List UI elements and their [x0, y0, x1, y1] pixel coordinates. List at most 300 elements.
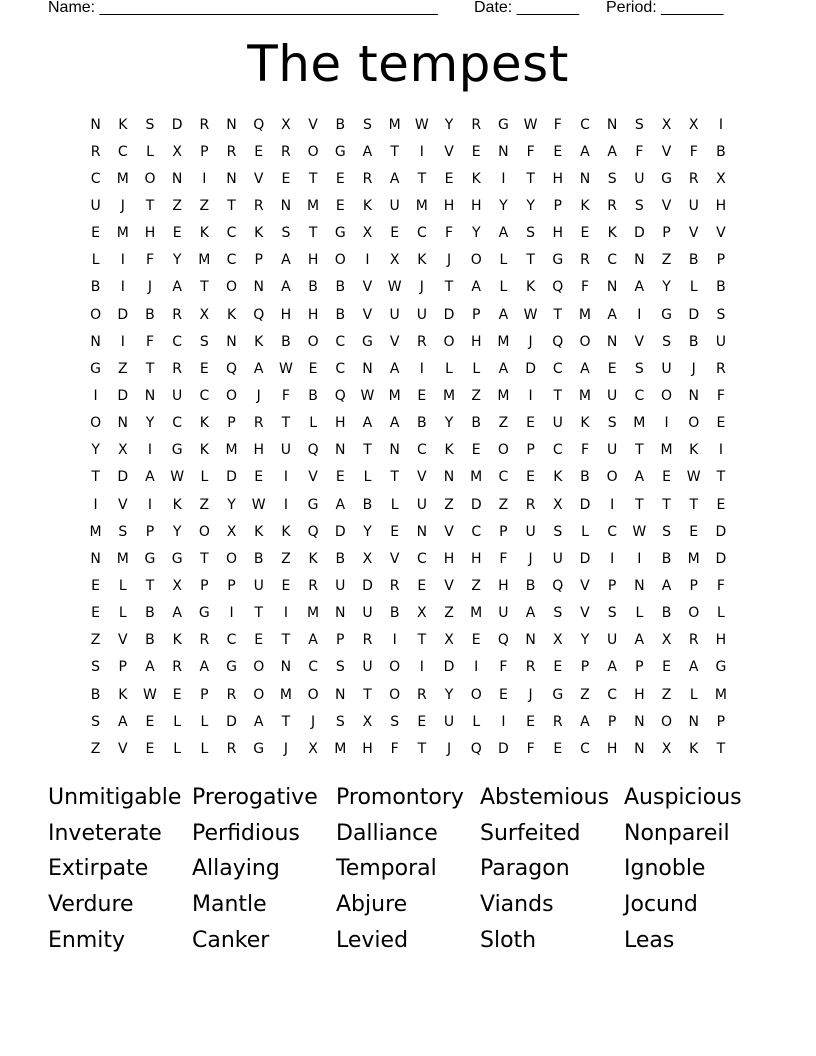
- grid-letter: T: [145, 360, 155, 377]
- grid-letter: E: [254, 143, 264, 160]
- grid-letter: N: [226, 116, 237, 133]
- grid-row: [82, 274, 737, 301]
- grid-letter: X: [444, 632, 454, 649]
- grid-letter: G: [362, 333, 373, 350]
- grid-letter: U: [607, 632, 618, 649]
- word-list-item: Viands: [480, 892, 554, 918]
- grid-letter: C: [580, 740, 590, 757]
- grid-letter: A: [281, 252, 291, 269]
- grid-letter: A: [525, 605, 536, 622]
- grid-letter: C: [199, 387, 210, 404]
- word-list-item: Sloth: [480, 927, 537, 953]
- grid-letter: C: [226, 225, 237, 242]
- grid-letter: Z: [580, 686, 590, 703]
- grid-letter: U: [335, 577, 346, 594]
- grid-letter: A: [580, 713, 590, 730]
- word-list-row: [48, 851, 768, 887]
- grid-letter: M: [198, 252, 211, 269]
- word-list-item: Unmitigable: [48, 785, 182, 811]
- grid-letter: L: [472, 360, 481, 377]
- grid-letter: H: [443, 197, 455, 214]
- word-search-grid: [82, 111, 737, 762]
- grid-letter: O: [226, 550, 238, 567]
- word-list-item: Paragon: [480, 856, 570, 882]
- grid-letter: A: [498, 360, 509, 377]
- grid-letter: P: [607, 713, 617, 730]
- word-list-item: Abjure: [336, 892, 408, 918]
- grid-letter: G: [144, 550, 156, 567]
- student-info-header: [48, 0, 748, 20]
- grid-letter: K: [118, 686, 128, 703]
- grid-letter: O: [307, 686, 319, 703]
- grid-letter: Q: [470, 740, 482, 757]
- grid-letter: G: [253, 740, 265, 757]
- grid-letter: R: [416, 333, 427, 350]
- word-list-item: Prerogative: [192, 785, 318, 811]
- grid-letter: E: [335, 197, 345, 214]
- grid-letter: J: [147, 279, 153, 296]
- grid-letter: B: [90, 279, 101, 296]
- grid-letter: H: [552, 170, 564, 187]
- grid-letter: Y: [444, 415, 454, 432]
- grid-letter: I: [202, 170, 207, 187]
- grid-letter: P: [499, 523, 508, 540]
- grid-letter: D: [525, 360, 536, 377]
- grid-letter: B: [580, 469, 590, 486]
- grid-letter: K: [308, 550, 318, 567]
- grid-letter: A: [634, 632, 645, 649]
- grid-letter: L: [499, 279, 508, 296]
- grid-letter: C: [335, 333, 346, 350]
- grid-letter: I: [283, 469, 288, 486]
- grid-letter: A: [253, 713, 264, 730]
- grid-letter: A: [498, 225, 509, 242]
- grid-letter: V: [444, 523, 454, 540]
- grid-letter: V: [716, 225, 726, 242]
- grid-letter: Q: [226, 360, 238, 377]
- grid-letter: O: [688, 605, 700, 622]
- grid-letter: X: [716, 170, 726, 187]
- grid-letter: B: [335, 306, 346, 323]
- grid-letter: V: [308, 469, 318, 486]
- grid-letter: M: [307, 605, 320, 622]
- grid-letter: T: [145, 197, 155, 214]
- grid-letter: O: [90, 306, 102, 323]
- grid-letter: P: [689, 577, 698, 594]
- grid-letter: Z: [471, 577, 482, 594]
- grid-letter: N: [144, 387, 156, 404]
- grid-letter: P: [471, 306, 481, 323]
- grid-letter: B: [471, 415, 482, 432]
- grid-letter: O: [226, 279, 238, 296]
- grid-letter: H: [470, 550, 482, 567]
- grid-row: [82, 545, 737, 572]
- grid-letter: Y: [363, 523, 372, 540]
- grid-letter: C: [308, 659, 318, 676]
- grid-letter: E: [281, 577, 291, 594]
- grid-letter: M: [470, 469, 483, 486]
- grid-letter: Y: [172, 523, 182, 540]
- grid-letter: C: [226, 252, 237, 269]
- grid-letter: R: [226, 143, 237, 160]
- grid-letter: O: [144, 170, 156, 187]
- grid-letter: N: [171, 170, 183, 187]
- grid-letter: N: [634, 577, 645, 594]
- grid-letter: D: [171, 116, 183, 133]
- grid-letter: T: [227, 197, 236, 214]
- grid-letter: N: [579, 170, 591, 187]
- grid-letter: E: [390, 225, 400, 242]
- grid-letter: B: [308, 387, 318, 404]
- grid-letter: X: [308, 740, 318, 757]
- word-list-item: Temporal: [336, 856, 437, 882]
- grid-letter: E: [417, 387, 427, 404]
- grid-letter: I: [474, 659, 479, 676]
- grid-letter: F: [145, 252, 154, 269]
- grid-letter: K: [118, 116, 128, 133]
- grid-letter: E: [145, 713, 155, 730]
- grid-letter: I: [501, 170, 506, 187]
- grid-letter: I: [120, 333, 125, 350]
- grid-letter: R: [253, 197, 264, 214]
- grid-letter: Y: [227, 496, 236, 513]
- grid-letter: M: [497, 387, 510, 404]
- grid-letter: S: [662, 333, 671, 350]
- grid-letter: T: [281, 632, 291, 649]
- grid-row: [82, 681, 737, 708]
- grid-letter: U: [552, 415, 563, 432]
- grid-letter: K: [444, 442, 454, 459]
- grid-letter: E: [281, 170, 291, 187]
- word-list-item: Levied: [336, 927, 409, 953]
- grid-letter: G: [90, 360, 102, 377]
- grid-letter: Q: [334, 387, 346, 404]
- grid-letter: X: [362, 225, 373, 242]
- grid-letter: U: [253, 577, 264, 594]
- grid-letter: I: [283, 496, 288, 513]
- grid-letter: P: [716, 713, 726, 730]
- grid-letter: Z: [90, 632, 101, 649]
- grid-letter: O: [497, 442, 509, 459]
- grid-letter: P: [227, 577, 236, 594]
- grid-letter: O: [253, 686, 265, 703]
- grid-letter: W: [278, 360, 293, 377]
- grid-letter: C: [498, 469, 509, 486]
- grid-letter: Y: [145, 415, 155, 432]
- grid-letter: Z: [498, 415, 509, 432]
- grid-letter: U: [90, 197, 101, 214]
- grid-letter: S: [607, 415, 617, 432]
- grid-letter: K: [172, 496, 182, 513]
- grid-letter: J: [691, 360, 696, 377]
- grid-letter: K: [607, 225, 617, 242]
- grid-letter: E: [662, 659, 671, 676]
- word-list-row: [48, 816, 768, 852]
- grid-letter: N: [280, 659, 292, 676]
- grid-letter: I: [637, 550, 642, 567]
- word-list-item: Nonpareil: [624, 820, 730, 846]
- grid-letter: U: [280, 442, 292, 459]
- grid-letter: U: [661, 360, 672, 377]
- word-list-item: Inveterate: [48, 820, 162, 846]
- grid-letter: T: [635, 442, 644, 459]
- grid-letter: A: [335, 496, 346, 513]
- grid-letter: X: [362, 550, 373, 567]
- grid-letter: O: [661, 387, 673, 404]
- grid-letter: M: [442, 387, 456, 404]
- grid-letter: E: [498, 686, 508, 703]
- grid-letter: R: [226, 740, 237, 757]
- grid-letter: V: [308, 116, 318, 133]
- grid-letter: S: [607, 605, 617, 622]
- grid-letter: M: [660, 442, 673, 459]
- grid-letter: P: [553, 197, 562, 214]
- grid-letter: R: [253, 415, 264, 432]
- word-list-item: Jocund: [624, 892, 698, 918]
- grid-letter: C: [172, 333, 183, 350]
- word-list-row: [48, 922, 768, 958]
- grid-letter: D: [579, 496, 591, 513]
- grid-letter: C: [335, 360, 346, 377]
- grid-letter: T: [417, 170, 427, 187]
- grid-letter: F: [390, 740, 399, 757]
- grid-letter: X: [389, 252, 400, 269]
- grid-letter: X: [226, 523, 237, 540]
- grid-letter: X: [281, 116, 291, 133]
- grid-letter: B: [335, 550, 346, 567]
- grid-letter: L: [689, 279, 698, 296]
- grid-letter: I: [229, 605, 234, 622]
- grid-letter: N: [90, 333, 101, 350]
- grid-letter: S: [526, 225, 536, 242]
- grid-letter: L: [445, 360, 453, 377]
- grid-letter: A: [281, 279, 291, 296]
- grid-letter: G: [497, 116, 509, 133]
- grid-letter: V: [580, 605, 590, 622]
- grid-letter: C: [416, 442, 427, 459]
- grid-letter: B: [688, 333, 699, 350]
- grid-letter: T: [200, 550, 209, 567]
- grid-row: [82, 491, 737, 518]
- grid-letter: K: [199, 415, 209, 432]
- word-list-item: Verdure: [48, 892, 134, 918]
- grid-letter: L: [200, 713, 209, 730]
- grid-letter: U: [607, 442, 618, 459]
- grid-row: [82, 328, 737, 355]
- grid-letter: E: [91, 577, 101, 594]
- grid-letter: M: [279, 686, 292, 703]
- grid-letter: B: [308, 279, 318, 296]
- grid-letter: E: [254, 632, 264, 649]
- grid-letter: L: [118, 577, 127, 594]
- grid-letter: S: [335, 659, 345, 676]
- grid-letter: L: [635, 605, 644, 622]
- grid-letter: O: [688, 415, 700, 432]
- grid-row: [82, 138, 737, 165]
- grid-letter: L: [309, 415, 317, 432]
- grid-letter: X: [661, 116, 672, 133]
- grid-letter: B: [335, 116, 346, 133]
- grid-letter: Z: [498, 496, 509, 513]
- grid-letter: N: [416, 523, 428, 540]
- grid-letter: S: [363, 116, 372, 133]
- grid-letter: H: [606, 740, 618, 757]
- grid-letter: S: [634, 116, 644, 133]
- grid-letter: D: [470, 496, 482, 513]
- grid-row: [82, 437, 737, 464]
- grid-letter: O: [443, 333, 455, 350]
- grid-letter: Q: [307, 523, 319, 540]
- grid-letter: V: [117, 496, 128, 513]
- grid-letter: Z: [199, 496, 210, 513]
- grid-letter: A: [362, 415, 373, 432]
- grid-letter: G: [661, 306, 672, 323]
- grid-letter: G: [552, 252, 564, 269]
- grid-letter: I: [419, 659, 424, 676]
- grid-letter: Y: [91, 442, 100, 459]
- grid-letter: H: [144, 225, 156, 242]
- grid-letter: N: [90, 550, 101, 567]
- grid-letter: S: [91, 713, 101, 730]
- grid-letter: E: [444, 170, 454, 187]
- grid-letter: N: [226, 333, 237, 350]
- grid-letter: P: [254, 252, 263, 269]
- grid-letter: B: [362, 496, 373, 513]
- grid-letter: Y: [526, 197, 535, 214]
- grid-letter: O: [307, 143, 319, 160]
- grid-letter: T: [417, 740, 427, 757]
- grid-letter: M: [633, 415, 646, 432]
- grid-letter: D: [579, 550, 591, 567]
- grid-letter: Y: [172, 252, 182, 269]
- grid-row: [82, 572, 737, 599]
- grid-letter: A: [145, 469, 155, 486]
- grid-letter: J: [256, 387, 261, 404]
- grid-letter: O: [226, 387, 238, 404]
- grid-letter: D: [117, 387, 129, 404]
- grid-row: [82, 111, 737, 138]
- grid-letter: E: [553, 143, 563, 160]
- grid-letter: A: [389, 170, 400, 187]
- grid-letter: L: [499, 252, 508, 269]
- grid-letter: M: [388, 116, 401, 133]
- grid-letter: H: [253, 442, 264, 459]
- grid-letter: E: [335, 469, 345, 486]
- grid-letter: H: [552, 225, 564, 242]
- grid-letter: M: [388, 387, 401, 404]
- grid-letter: N: [335, 686, 346, 703]
- grid-row: [82, 355, 737, 382]
- grid-letter: X: [417, 605, 427, 622]
- grid-letter: U: [525, 523, 536, 540]
- grid-letter: C: [552, 442, 563, 459]
- grid-letter: K: [689, 442, 699, 459]
- grid-letter: X: [688, 116, 699, 133]
- word-list-item: Leas: [624, 927, 675, 953]
- grid-letter: D: [443, 659, 455, 676]
- grid-letter: S: [199, 333, 209, 350]
- grid-row: [82, 518, 737, 545]
- grid-letter: H: [634, 686, 645, 703]
- grid-letter: P: [200, 143, 209, 160]
- grid-letter: E: [172, 225, 182, 242]
- grid-letter: P: [118, 659, 127, 676]
- grid-row: [82, 654, 737, 681]
- grid-row: [82, 220, 737, 247]
- word-list-item: Ignoble: [624, 856, 706, 882]
- grid-letter: N: [362, 360, 373, 377]
- grid-letter: Z: [117, 360, 128, 377]
- grid-letter: N: [606, 116, 618, 133]
- grid-letter: Y: [499, 197, 508, 214]
- word-list: [48, 780, 768, 958]
- grid-letter: N: [335, 442, 346, 459]
- grid-letter: U: [552, 550, 563, 567]
- grid-letter: A: [199, 659, 210, 676]
- grid-letter: T: [444, 279, 454, 296]
- grid-letter: H: [443, 550, 455, 567]
- grid-letter: O: [389, 686, 401, 703]
- grid-letter: N: [606, 279, 618, 296]
- grid-letter: J: [446, 740, 452, 757]
- grid-letter: R: [281, 143, 291, 160]
- grid-letter: T: [200, 279, 209, 296]
- grid-letter: I: [120, 252, 125, 269]
- grid-letter: E: [471, 143, 481, 160]
- grid-letter: F: [281, 387, 290, 404]
- grid-letter: I: [365, 252, 370, 269]
- grid-letter: E: [335, 170, 345, 187]
- grid-letter: U: [498, 605, 509, 622]
- grid-letter: T: [281, 713, 291, 730]
- grid-letter: R: [172, 360, 183, 377]
- grid-letter: P: [200, 577, 209, 594]
- period-field: Period: _______: [606, 0, 724, 16]
- grid-letter: X: [172, 577, 182, 594]
- grid-letter: I: [120, 279, 125, 296]
- grid-letter: R: [416, 686, 427, 703]
- grid-letter: J: [528, 333, 533, 350]
- grid-letter: S: [335, 713, 345, 730]
- grid-letter: G: [226, 659, 237, 676]
- grid-letter: T: [308, 170, 318, 187]
- grid-letter: D: [498, 740, 509, 757]
- grid-letter: U: [715, 333, 727, 350]
- grid-letter: M: [714, 686, 727, 703]
- grid-letter: T: [363, 442, 372, 459]
- grid-letter: M: [578, 387, 592, 404]
- grid-letter: B: [253, 550, 264, 567]
- grid-letter: I: [419, 360, 424, 377]
- grid-letter: E: [471, 442, 481, 459]
- grid-letter: E: [91, 225, 101, 242]
- grid-letter: H: [307, 306, 319, 323]
- grid-letter: N: [634, 740, 645, 757]
- grid-letter: K: [580, 197, 590, 214]
- grid-letter: D: [117, 306, 129, 323]
- grid-letter: N: [688, 387, 699, 404]
- grid-letter: N: [688, 713, 699, 730]
- grid-row: [82, 165, 737, 192]
- grid-letter: A: [661, 577, 672, 594]
- grid-letter: U: [389, 197, 400, 214]
- grid-letter: C: [117, 143, 128, 160]
- grid-letter: T: [526, 252, 535, 269]
- grid-letter: U: [172, 387, 183, 404]
- grid-letter: Q: [552, 577, 564, 594]
- grid-letter: E: [526, 469, 536, 486]
- grid-row: [82, 735, 737, 762]
